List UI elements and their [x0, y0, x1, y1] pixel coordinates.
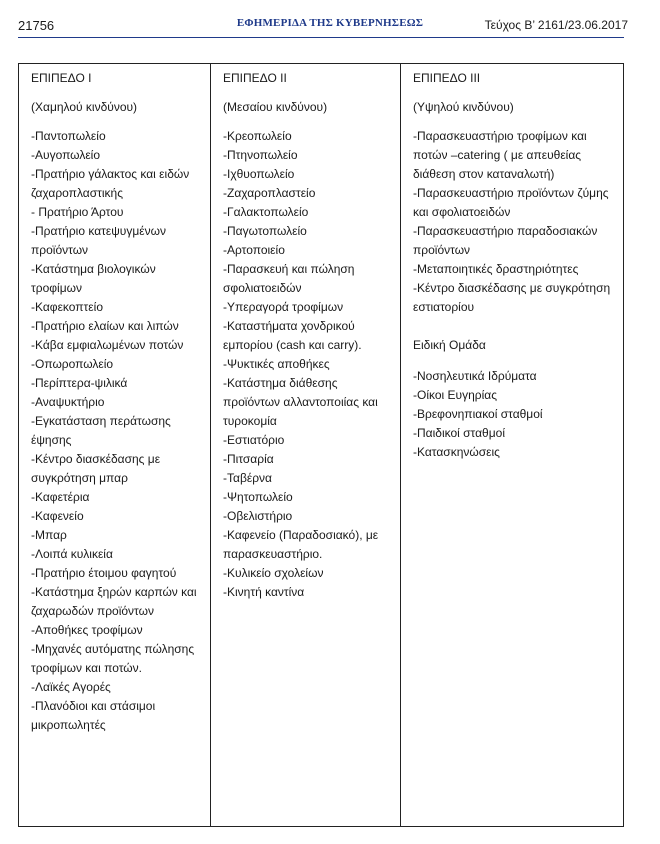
list-item: -Οπωροπωλείο: [31, 357, 114, 371]
business-list: [31, 127, 202, 735]
list-item: -Καφενείο: [31, 509, 84, 523]
special-group-heading: Ειδική Ομάδα: [413, 338, 486, 352]
risk-label: (Χαμηλού κινδύνου): [31, 100, 138, 114]
list-item: -Κέντρο διασκέδασης με συγκρότηση μπαρ: [31, 452, 161, 485]
list-item: -Πρατήριο γάλακτος και ειδών ζαχαροπλαστικής: [31, 167, 190, 200]
column-heading: ΕΠΙΠΕΔΟ Ι: [31, 71, 92, 85]
list-item: -Πιτσαρία: [223, 452, 274, 466]
list-item: -Ψητοπωλείο: [223, 490, 293, 504]
list-item: -Καφετέρια: [31, 490, 90, 504]
list-item: -Παντοπωλείο: [31, 129, 106, 143]
list-item: -Πτηνοπωλείο: [223, 148, 298, 162]
column-level-2: [211, 64, 401, 826]
business-list: [223, 127, 392, 602]
list-item: -Περίπτερα-ψιλικά: [31, 376, 128, 390]
business-list: [413, 127, 617, 317]
list-item: -Ψυκτικές αποθήκες: [223, 357, 330, 371]
list-item: -Λοιπά κυλικεία: [31, 547, 113, 561]
list-item: -Μεταποιητικές δραστηριότητες: [413, 262, 579, 276]
list-item: -Πρατήριο έτοιμου φαγητού: [31, 566, 177, 580]
list-item: -Κέντρο διασκέδασης με συγκρότηση εστιατορίου: [413, 281, 611, 314]
list-item: -Παρασκευή και πώληση σφολιατοειδών: [223, 262, 355, 295]
list-item: -Παρασκευαστήριο παραδοσιακών προϊόντων: [413, 224, 598, 257]
list-item: - Πρατήριο Άρτου: [31, 205, 124, 219]
list-item: -Οβελιστήριο: [223, 509, 293, 523]
list-item: -Βρεφονηπιακοί σταθμοί: [413, 407, 543, 421]
list-item: -Καφενείο (Παραδοσιακό), με παρασκευαστήριο.: [223, 528, 379, 561]
list-item: -Εγκατάσταση περάτωσης έψησης: [31, 414, 171, 447]
list-item: -Νοσηλευτικά Ιδρύματα: [413, 369, 537, 383]
list-item: -Αναψυκτήριο: [31, 395, 105, 409]
list-item: -Εστιατόριο: [223, 433, 285, 447]
list-item: -Καφεκοπτείο: [31, 300, 103, 314]
header-rule: [18, 37, 624, 38]
list-item: -Καταστήματα χονδρικού εμπορίου (cash και carry).: [223, 319, 362, 352]
list-item: -Κάβα εμφιαλωμένων ποτών: [31, 338, 184, 352]
list-item: -Αποθήκες τροφίμων: [31, 623, 143, 637]
list-item: -Κατασκηνώσεις: [413, 445, 500, 459]
list-item: -Παγωτοπωλείο: [223, 224, 307, 238]
special-group-list: [413, 367, 617, 462]
list-item: -Υπεραγορά τροφίμων: [223, 300, 344, 314]
list-item: -Πρατήριο ελαίων και λιπών: [31, 319, 179, 333]
list-item: -Μπαρ: [31, 528, 67, 542]
list-item: -Παιδικοί σταθμοί: [413, 426, 505, 440]
journal-title: ΕΦΗΜΕΡΙΔΑ ΤΗΣ ΚΥΒΕΡΝΗΣΕΩΣ: [236, 17, 424, 29]
list-item: -Κινητή καντίνα: [223, 585, 305, 599]
list-item: -Κατάστημα διάθεσης προϊόντων αλλαντοποιίας και τυροκομία: [223, 376, 378, 428]
issue-reference: Τεύχος Β’ 2161/23.06.2017: [484, 18, 628, 32]
column-heading: ΕΠΙΠΕΔΟ ΙΙ: [223, 71, 287, 85]
list-item: -Παρασκευαστήριο προϊόντων ζύμης και σφολιατοειδών: [413, 186, 609, 219]
list-item: -Μηχανές αυτόματης πώλησης τροφίμων και ποτών.: [31, 642, 195, 675]
column-level-1: [19, 64, 211, 826]
page-number: 21756: [18, 18, 55, 33]
list-item: -Κρεοπωλείο: [223, 129, 292, 143]
list-item: -Ζαχαροπλαστείο: [223, 186, 316, 200]
risk-label: (Μεσαίου κινδύνου): [223, 100, 328, 114]
risk-levels-table: [18, 63, 624, 827]
column-level-3: [401, 64, 625, 826]
list-item: -Οίκοι Ευγηρίας: [413, 388, 497, 402]
list-item: -Αρτοποιείο: [223, 243, 285, 257]
list-item: -Πρατήριο κατεψυγμένων προϊόντων: [31, 224, 166, 257]
list-item: -Ταβέρνα: [223, 471, 272, 485]
list-item: -Πλανόδιοι και στάσιμοι μικροπωλητές: [31, 699, 156, 732]
list-item: -Κατάστημα βιολογικών τροφίμων: [31, 262, 156, 295]
list-item: -Ιχθυοπωλείο: [223, 167, 295, 181]
list-item: -Κυλικείο σχολείων: [223, 566, 324, 580]
list-item: -Κατάστημα ξηρών καρπών και ζαχαρωδών προϊόντων: [31, 585, 197, 618]
list-item: -Γαλακτοπωλείο: [223, 205, 309, 219]
list-item: -Παρασκευαστήριο τροφίμων και ποτών –catering ( με απευθείας διάθεση στον καταναλωτή): [413, 129, 587, 181]
list-item: -Λαϊκές Αγορές: [31, 680, 111, 694]
list-item: -Αυγοπωλείο: [31, 148, 101, 162]
column-heading: ΕΠΙΠΕΔΟ ΙΙΙ: [413, 71, 481, 85]
risk-label: (Υψηλού κινδύνου): [413, 100, 514, 114]
